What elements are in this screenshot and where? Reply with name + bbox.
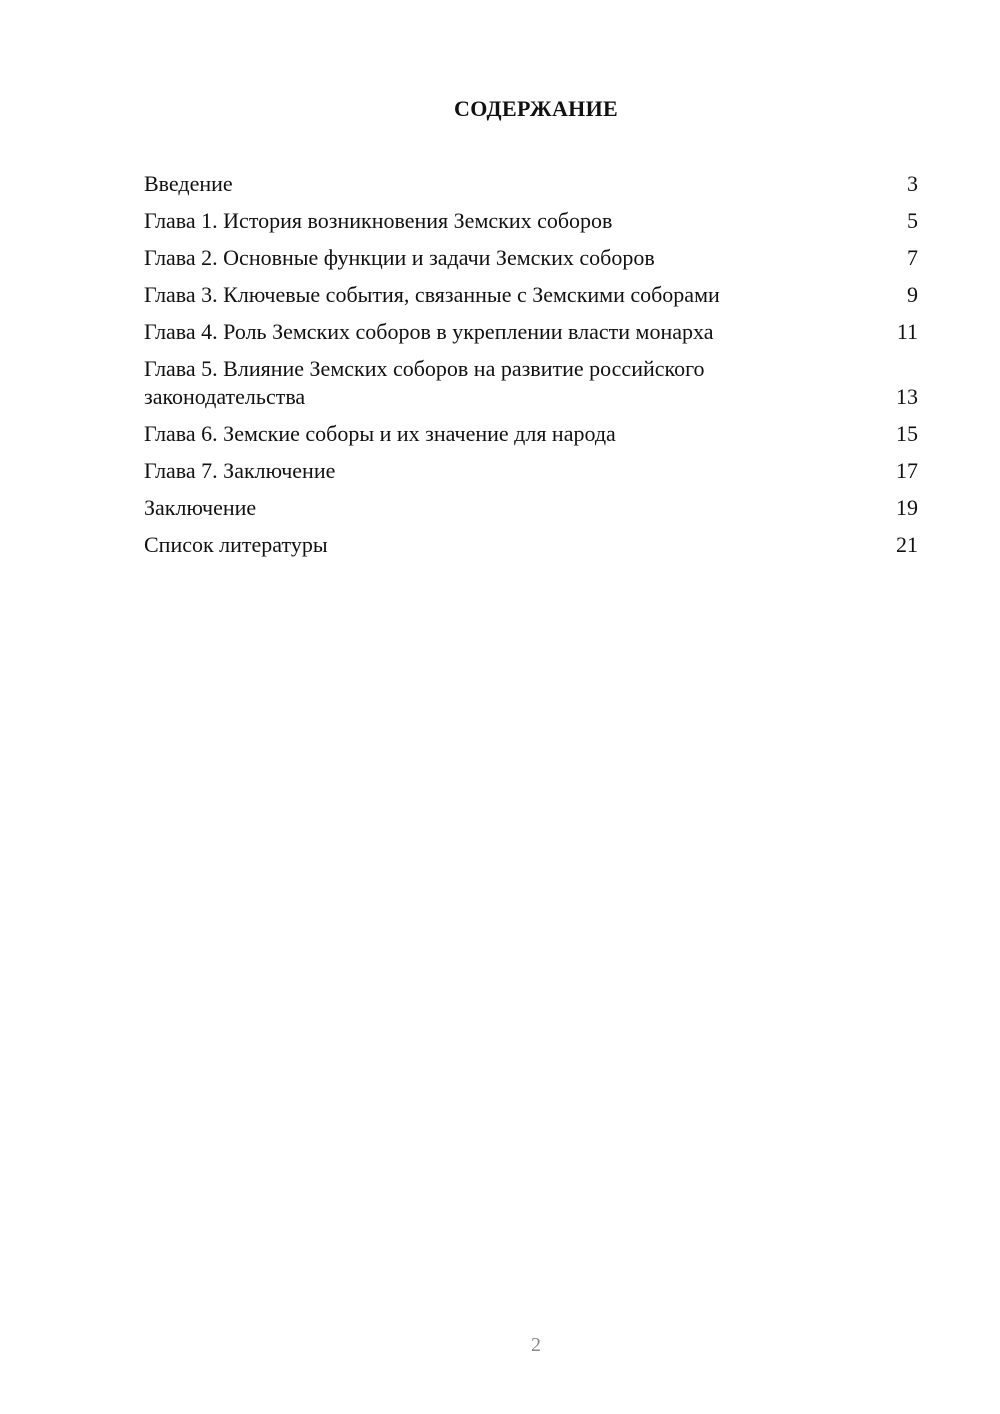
toc-entry-introduction	[144, 170, 918, 198]
toc-entry-chapter-1	[144, 207, 918, 235]
toc-entry-title: Глава 5. Влияние Земских соборов на развитие российского законодательства	[144, 356, 705, 409]
toc-entry-page: 7	[907, 245, 918, 270]
toc-entry-title: Глава 2. Основные функции и задачи Земских соборов	[144, 245, 655, 270]
toc-entry-page: 17	[896, 458, 918, 483]
toc-entry-title: Глава 1. История возникновения Земских соборов	[144, 208, 613, 233]
toc-entry-title: Введение	[144, 171, 233, 196]
toc-entry-page: 15	[896, 421, 918, 446]
toc-entry-page: 9	[907, 282, 918, 307]
toc-entry-page: 5	[907, 208, 918, 233]
toc-entry-chapter-5	[144, 355, 918, 411]
toc-entry-chapter-6	[144, 420, 918, 448]
toc-entry-title: Список литературы	[144, 532, 328, 557]
toc-entry-page: 3	[907, 171, 918, 196]
toc-entry-title: Глава 3. Ключевые события, связанные с Земскими соборами	[144, 282, 720, 307]
toc-entry-title: Заключение	[144, 495, 257, 520]
toc-entry-chapter-7	[144, 457, 918, 485]
page-number: 2	[531, 1334, 541, 1356]
toc-entry-page: 19	[896, 495, 918, 520]
toc-entry-references	[144, 531, 918, 559]
toc-entry-chapter-4	[144, 318, 918, 346]
toc-entry-title: Глава 7. Заключение	[144, 458, 336, 483]
toc-entry-conclusion	[144, 494, 918, 522]
toc-entry-page: 21	[896, 532, 918, 557]
toc-entry-page: 13	[896, 384, 918, 409]
toc-entry-chapter-3	[144, 281, 918, 309]
table-of-contents	[144, 170, 918, 568]
toc-entry-title: Глава 4. Роль Земских соборов в укреплении власти монарха	[144, 319, 714, 344]
page-title: СОДЕРЖАНИЕ	[454, 96, 618, 121]
toc-entry-title: Глава 6. Земские соборы и их значение для народа	[144, 421, 616, 446]
toc-entry-chapter-2	[144, 244, 918, 272]
toc-entry-page: 11	[896, 319, 918, 344]
